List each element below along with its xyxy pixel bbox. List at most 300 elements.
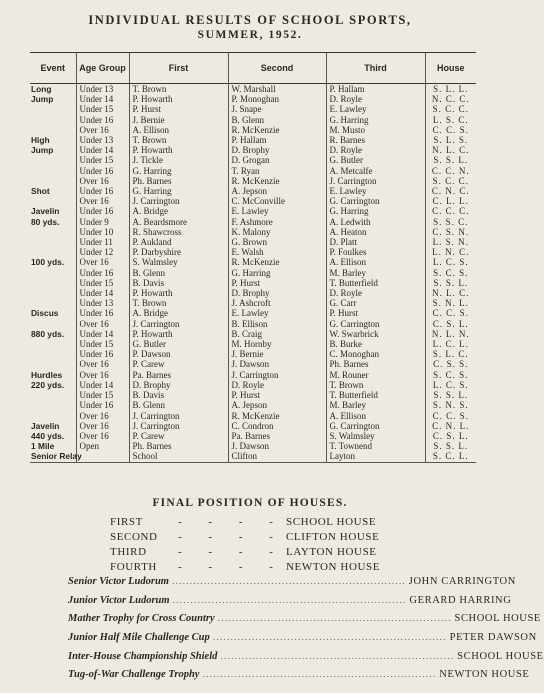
leader-dots: .................................................................. xyxy=(217,614,452,624)
second-place-cell: D. Grogan xyxy=(228,155,326,165)
event-cell: 220 yds. xyxy=(31,379,65,390)
event-cell: Jump xyxy=(31,145,54,156)
column-header-third: Third xyxy=(326,53,425,84)
age-group-cell: Over 16 xyxy=(76,319,129,329)
table-row xyxy=(30,400,476,410)
trophy-item xyxy=(68,592,512,611)
first-place-cell: A. Bridge xyxy=(129,206,228,216)
trophy-name: Senior Victor Ludorum xyxy=(68,576,169,587)
table-row xyxy=(30,115,476,125)
table-row xyxy=(30,329,476,339)
age-group-cell: Under 13 xyxy=(76,84,129,95)
trophy-winner: NEWTON HOUSE xyxy=(439,669,530,681)
position-label: SECOND xyxy=(110,531,158,543)
first-place-cell: T. Brown xyxy=(129,84,228,95)
age-group-cell: Under 15 xyxy=(76,339,129,349)
event-cell xyxy=(30,176,76,186)
age-group-cell: Under 16 xyxy=(76,186,129,196)
house-codes-cell: L. S. N. xyxy=(425,237,476,247)
age-group-cell: Under 15 xyxy=(76,390,129,400)
trophy-item xyxy=(68,666,530,685)
event-cell: 880 yds. xyxy=(31,328,65,339)
house-codes-cell: S. L. L. xyxy=(425,84,476,95)
age-group-cell: Under 16 xyxy=(76,349,129,359)
house-codes-cell: S. S. L. xyxy=(425,278,476,288)
event-cell xyxy=(30,349,76,359)
house-name: CLIFTON HOUSE xyxy=(286,531,380,543)
event-cell xyxy=(30,298,76,308)
second-place-cell: P. Hurst xyxy=(228,278,326,288)
first-place-cell: J. Carrington xyxy=(129,319,228,329)
second-place-cell: D. Brophy xyxy=(228,288,326,298)
position-label: FOURTH xyxy=(110,561,157,573)
trophy-winner: SCHOOL HOUSE xyxy=(454,613,541,625)
age-group-cell: Over 16 xyxy=(76,411,129,421)
age-group-cell: Under 14 xyxy=(76,94,129,104)
third-place-cell: D. Platt xyxy=(326,237,425,247)
first-place-cell: B. Davis xyxy=(129,278,228,288)
second-place-cell: D. Royle xyxy=(228,380,326,390)
second-place-cell: P. Monoghan xyxy=(228,94,326,104)
table-row xyxy=(30,411,476,421)
age-group-cell: Under 14 xyxy=(76,145,129,155)
age-group-cell: Under 16 xyxy=(76,166,129,176)
table-row xyxy=(30,298,476,308)
final-position-item xyxy=(110,515,410,530)
third-place-cell: M. Barley xyxy=(326,400,425,410)
page-subtitle: SUMMER, 1952. xyxy=(197,29,303,41)
column-header-age-group: Age Group xyxy=(76,53,129,84)
house-codes-cell: C. N. C. xyxy=(425,186,476,196)
event-cell xyxy=(30,237,76,247)
house-codes-cell: S. S. C. xyxy=(425,217,476,227)
leader-dots: .................................................................. xyxy=(172,595,407,605)
second-place-cell: M. Hornby xyxy=(228,339,326,349)
column-header-first: First xyxy=(129,53,228,84)
third-place-cell: G. Carr xyxy=(326,298,425,308)
event-cell: Senior Relay xyxy=(31,451,82,462)
table-row xyxy=(30,359,476,369)
age-group-cell: Over 16 xyxy=(76,370,129,380)
table-row xyxy=(30,268,476,278)
position-label: FIRST xyxy=(110,516,143,528)
house-codes-cell: C. S. N. xyxy=(425,227,476,237)
age-group-cell: Under 14 xyxy=(76,329,129,339)
second-place-cell: C. Condron xyxy=(228,421,326,431)
results-header-row xyxy=(30,53,476,84)
first-place-cell: G. Harring xyxy=(129,186,228,196)
first-place-cell: J. Bernie xyxy=(129,115,228,125)
age-group-cell xyxy=(76,451,129,462)
event-cell xyxy=(30,359,76,369)
table-row xyxy=(30,380,476,390)
column-header-second: Second xyxy=(228,53,326,84)
final-position-item xyxy=(110,545,410,560)
event-cell xyxy=(30,400,76,410)
table-row xyxy=(30,339,476,349)
second-place-cell: Pa. Barnes xyxy=(228,431,326,441)
first-place-cell: P. Howarth xyxy=(129,145,228,155)
third-place-cell: P. Hallam xyxy=(326,84,425,95)
first-place-cell: A. Beardsmore xyxy=(129,217,228,227)
table-row xyxy=(30,145,476,155)
house-codes-cell: C. C. C. xyxy=(425,206,476,216)
final-position-title: FINAL POSITION OF HOUSES. xyxy=(152,497,348,509)
second-place-cell: A. Jepson xyxy=(228,186,326,196)
trophy-item xyxy=(68,610,541,629)
first-place-cell: School xyxy=(129,451,228,462)
table-row xyxy=(30,257,476,267)
house-codes-cell: S. S. L. xyxy=(425,390,476,400)
table-row xyxy=(30,155,476,165)
first-place-cell: P. Dawson xyxy=(129,349,228,359)
house-codes-cell: N. C. C. xyxy=(425,94,476,104)
second-place-cell: W. Marshall xyxy=(228,84,326,95)
age-group-cell: Under 10 xyxy=(76,227,129,237)
first-place-cell: D. Brophy xyxy=(129,380,228,390)
age-group-cell: Under 14 xyxy=(76,380,129,390)
results-table xyxy=(30,52,476,463)
trophy-item xyxy=(68,629,537,648)
event-cell: 80 yds. xyxy=(31,216,60,227)
third-place-cell: P. Hurst xyxy=(326,308,425,318)
trophy-name: Junior Victor Ludorum xyxy=(68,594,170,606)
house-codes-cell: S. N. L. xyxy=(425,298,476,308)
house-codes-cell: C. C. S. xyxy=(425,308,476,318)
third-place-cell: P. Foulkes xyxy=(326,247,425,257)
house-codes-cell: S. L. S. xyxy=(425,135,476,145)
age-group-cell: Over 16 xyxy=(76,176,129,186)
table-row xyxy=(30,206,476,216)
table-row xyxy=(30,196,476,206)
third-place-cell: A. Heaton xyxy=(326,227,425,237)
third-place-cell: J. Carrington xyxy=(326,176,425,186)
first-place-cell: J. Tickle xyxy=(129,155,228,165)
first-place-cell: B. Davis xyxy=(129,390,228,400)
third-place-cell: G. Harring xyxy=(326,115,425,125)
first-place-cell: Ph. Barnes xyxy=(129,441,228,451)
house-codes-cell: C. N. L. xyxy=(425,421,476,431)
second-place-cell: E. Lawley xyxy=(228,308,326,318)
third-place-cell: C. Monoghan xyxy=(326,349,425,359)
second-place-cell: Clifton xyxy=(228,451,326,462)
event-cell xyxy=(30,339,76,349)
second-place-cell: R. McKenzie xyxy=(228,411,326,421)
event-cell xyxy=(30,390,76,400)
table-row xyxy=(30,104,476,114)
house-codes-cell: S. C. S. xyxy=(425,268,476,278)
third-place-cell: S. Walmsley xyxy=(326,431,425,441)
event-cell: Discus xyxy=(31,308,59,319)
first-place-cell: J. Carrington xyxy=(129,411,228,421)
table-row xyxy=(30,125,476,135)
house-name: LAYTON HOUSE xyxy=(286,546,377,558)
trophy-name: Inter-House Championship Shield xyxy=(68,650,218,662)
age-group-cell: Under 13 xyxy=(76,135,129,145)
table-row xyxy=(30,166,476,176)
house-codes-cell: C. C. N. xyxy=(425,166,476,176)
event-cell xyxy=(30,115,76,125)
third-place-cell: A. Ledwith xyxy=(326,217,425,227)
age-group-cell: Under 11 xyxy=(76,237,129,247)
first-place-cell: A. Ellison xyxy=(129,125,228,135)
first-place-cell: P. Hurst xyxy=(129,104,228,114)
house-codes-cell: L. S. C. xyxy=(425,115,476,125)
age-group-cell: Over 16 xyxy=(76,431,129,441)
house-codes-cell: S. C. C. xyxy=(425,104,476,114)
house-codes-cell: C. S. L. xyxy=(425,319,476,329)
first-place-cell: T. Brown xyxy=(129,135,228,145)
second-place-cell: J. Dawson xyxy=(228,359,326,369)
second-place-cell: E. Lawley xyxy=(228,206,326,216)
table-row xyxy=(30,441,476,451)
second-place-cell: D. Brophy xyxy=(228,145,326,155)
trophy-list xyxy=(68,573,544,685)
house-codes-cell: N. L. N. xyxy=(425,329,476,339)
house-codes-cell: L. C. L. xyxy=(425,339,476,349)
second-place-cell: C. McConville xyxy=(228,196,326,206)
event-cell xyxy=(30,278,76,288)
third-place-cell: Ph. Barnes xyxy=(326,359,425,369)
event-cell: Javelin xyxy=(31,420,60,431)
event-cell xyxy=(30,268,76,278)
third-place-cell: M. Barley xyxy=(326,268,425,278)
event-cell: Jump xyxy=(31,94,54,105)
first-place-cell: B. Glenn xyxy=(129,268,228,278)
second-place-cell: G. Brown xyxy=(228,237,326,247)
age-group-cell: Under 16 xyxy=(76,206,129,216)
age-group-cell: Open xyxy=(76,441,129,451)
table-row xyxy=(30,308,476,318)
age-group-cell: Under 14 xyxy=(76,288,129,298)
position-label: THIRD xyxy=(110,546,147,558)
age-group-cell: Over 16 xyxy=(76,196,129,206)
event-cell: Shot xyxy=(31,186,50,197)
age-group-cell: Under 16 xyxy=(76,308,129,318)
event-cell: 1 Mile xyxy=(31,441,55,452)
table-row xyxy=(30,278,476,288)
house-name: SCHOOL HOUSE xyxy=(286,516,377,528)
second-place-cell: F. Ashmore xyxy=(228,217,326,227)
house-name: NEWTON HOUSE xyxy=(286,561,381,573)
table-row xyxy=(30,421,476,431)
third-place-cell: M. Rouner xyxy=(326,370,425,380)
age-group-cell: Over 16 xyxy=(76,257,129,267)
house-codes-cell: C. C. S. xyxy=(425,411,476,421)
leader-dots: .................................................................. xyxy=(202,670,437,680)
position-dashes: - - - - xyxy=(178,561,285,573)
position-dashes: - - - - xyxy=(178,531,285,543)
table-row xyxy=(30,217,476,227)
house-codes-cell: N. L. C. xyxy=(425,288,476,298)
house-codes-cell: C. L. L. xyxy=(425,196,476,206)
column-header-event: Event xyxy=(30,53,76,84)
table-row xyxy=(30,176,476,186)
third-place-cell: D. Royle xyxy=(326,288,425,298)
third-place-cell: W. Swarbrick xyxy=(326,329,425,339)
leader-dots: .................................................................. xyxy=(212,633,447,643)
table-row xyxy=(30,135,476,145)
event-cell: High xyxy=(31,135,50,146)
first-place-cell: A. Bridge xyxy=(129,308,228,318)
table-row xyxy=(30,94,476,104)
second-place-cell: G. Harring xyxy=(228,268,326,278)
table-row xyxy=(30,370,476,380)
table-row xyxy=(30,186,476,196)
trophy-item xyxy=(68,573,516,592)
third-place-cell: G. Carrington xyxy=(326,319,425,329)
event-cell xyxy=(30,319,76,329)
first-place-cell: P. Aukland xyxy=(129,237,228,247)
table-row xyxy=(30,349,476,359)
event-cell xyxy=(30,196,76,206)
position-dashes: - - - - xyxy=(178,546,285,558)
second-place-cell: E. Walsh xyxy=(228,247,326,257)
column-header-house: House xyxy=(425,53,476,84)
trophy-name: Junior Half Mile Challenge Cup xyxy=(68,632,210,644)
third-place-cell: R. Barnes xyxy=(326,135,425,145)
trophy-winner: SCHOOL HOUSE xyxy=(457,650,544,662)
first-place-cell: T. Brown xyxy=(129,298,228,308)
leader-dots: .................................................................. xyxy=(220,651,455,661)
house-codes-cell: S. C. C. xyxy=(425,176,476,186)
position-dashes: - - - - xyxy=(178,516,285,528)
third-place-cell: G. Harring xyxy=(326,206,425,216)
house-codes-cell: L. N. C. xyxy=(425,247,476,257)
age-group-cell: Over 16 xyxy=(76,421,129,431)
second-place-cell: R. McKenzie xyxy=(228,125,326,135)
first-place-cell: S. Walmsley xyxy=(129,257,228,267)
final-position-item xyxy=(110,530,410,545)
table-row xyxy=(30,237,476,247)
first-place-cell: R. Shawcross xyxy=(129,227,228,237)
house-codes-cell: S. S. L. xyxy=(425,441,476,451)
house-codes-cell: S. N. S. xyxy=(425,400,476,410)
first-place-cell: P. Carew xyxy=(129,359,228,369)
trophy-item xyxy=(68,648,544,667)
leader-dots: .................................................................. xyxy=(171,577,406,586)
event-cell: 100 yds. xyxy=(31,257,65,268)
age-group-cell: Under 13 xyxy=(76,298,129,308)
age-group-cell: Under 16 xyxy=(76,268,129,278)
third-place-cell: A. Ellison xyxy=(326,257,425,267)
second-place-cell: J. Snape xyxy=(228,104,326,114)
third-place-cell: G. Carrington xyxy=(326,196,425,206)
house-codes-cell: S. S. L. xyxy=(425,155,476,165)
second-place-cell: J. Dawson xyxy=(228,441,326,451)
age-group-cell: Under 16 xyxy=(76,400,129,410)
first-place-cell: B. Glenn xyxy=(129,400,228,410)
second-place-cell: K. Malony xyxy=(228,227,326,237)
first-place-cell: G. Butler xyxy=(129,339,228,349)
second-place-cell: P. Hurst xyxy=(228,390,326,400)
second-place-cell: P. Hallam xyxy=(228,135,326,145)
event-cell xyxy=(30,104,76,114)
table-row xyxy=(30,451,476,462)
age-group-cell: Under 15 xyxy=(76,104,129,114)
first-place-cell: Ph. Barnes xyxy=(129,176,228,186)
final-position-list xyxy=(110,515,410,575)
third-place-cell: A. Ellison xyxy=(326,411,425,421)
third-place-cell: T. Brown xyxy=(326,380,425,390)
event-cell xyxy=(30,247,76,257)
house-codes-cell: C. C. S. xyxy=(425,125,476,135)
house-codes-cell: L. C. S. xyxy=(425,257,476,267)
first-place-cell: J. Carrington xyxy=(129,196,228,206)
table-row xyxy=(30,84,476,95)
second-place-cell: B. Ellison xyxy=(228,319,326,329)
third-place-cell: Layton xyxy=(326,451,425,462)
second-place-cell: T. Ryan xyxy=(228,166,326,176)
event-cell: Long xyxy=(31,84,52,94)
third-place-cell: T. Butterfield xyxy=(326,390,425,400)
table-row xyxy=(30,390,476,400)
house-codes-cell: S. L. C. xyxy=(425,349,476,359)
house-codes-cell: L. C. S. xyxy=(425,380,476,390)
first-place-cell: P. Howarth xyxy=(129,329,228,339)
second-place-cell: A. Jepson xyxy=(228,400,326,410)
house-codes-cell: C. S. L. xyxy=(425,431,476,441)
age-group-cell: Under 9 xyxy=(76,217,129,227)
third-place-cell: E. Lawley xyxy=(326,186,425,196)
third-place-cell: D. Royle xyxy=(326,145,425,155)
third-place-cell: G. Butler xyxy=(326,155,425,165)
first-place-cell: P. Darbyshire xyxy=(129,247,228,257)
event-cell xyxy=(30,288,76,298)
third-place-cell: E. Lawley xyxy=(326,104,425,114)
table-row xyxy=(30,288,476,298)
event-cell: Hurdles xyxy=(31,369,63,380)
third-place-cell: D. Royle xyxy=(326,94,425,104)
third-place-cell: M. Musto xyxy=(326,125,425,135)
first-place-cell: P. Howarth xyxy=(129,94,228,104)
results-body xyxy=(30,84,476,463)
third-place-cell: A. Metcalfe xyxy=(326,166,425,176)
second-place-cell: R. McKenzie xyxy=(228,176,326,186)
house-codes-cell: C. S. S. xyxy=(425,359,476,369)
third-place-cell: T. Townend xyxy=(326,441,425,451)
first-place-cell: G. Harring xyxy=(129,166,228,176)
trophy-name: Tug-of-War Challenge Trophy xyxy=(68,669,200,681)
age-group-cell: Under 12 xyxy=(76,247,129,257)
event-cell: Javelin xyxy=(31,206,60,217)
trophy-winner: GERARD HARRING xyxy=(409,594,512,606)
first-place-cell: P. Howarth xyxy=(129,288,228,298)
page-title: INDIVIDUAL RESULTS OF SCHOOL SPORTS, xyxy=(88,13,412,27)
second-place-cell: J. Ashcroft xyxy=(228,298,326,308)
age-group-cell: Under 15 xyxy=(76,155,129,165)
third-place-cell: B. Burke xyxy=(326,339,425,349)
first-place-cell: Pa. Barnes xyxy=(129,370,228,380)
trophy-winner: JOHN CARRINGTON xyxy=(408,576,516,587)
trophy-winner: PETER DAWSON xyxy=(449,632,537,644)
age-group-cell: Under 16 xyxy=(76,115,129,125)
table-row xyxy=(30,431,476,441)
event-cell: 440 yds. xyxy=(31,430,65,441)
table-row xyxy=(30,227,476,237)
second-place-cell: B. Craig xyxy=(228,329,326,339)
event-cell xyxy=(30,155,76,165)
second-place-cell: B. Glenn xyxy=(228,115,326,125)
event-cell xyxy=(30,166,76,176)
table-row xyxy=(30,319,476,329)
event-cell xyxy=(30,411,76,421)
house-codes-cell: S. C. L. xyxy=(425,451,476,462)
first-place-cell: J. Carrington xyxy=(129,421,228,431)
table-row xyxy=(30,247,476,257)
second-place-cell: J. Carrington xyxy=(228,370,326,380)
house-codes-cell: N. L. C. xyxy=(425,145,476,155)
